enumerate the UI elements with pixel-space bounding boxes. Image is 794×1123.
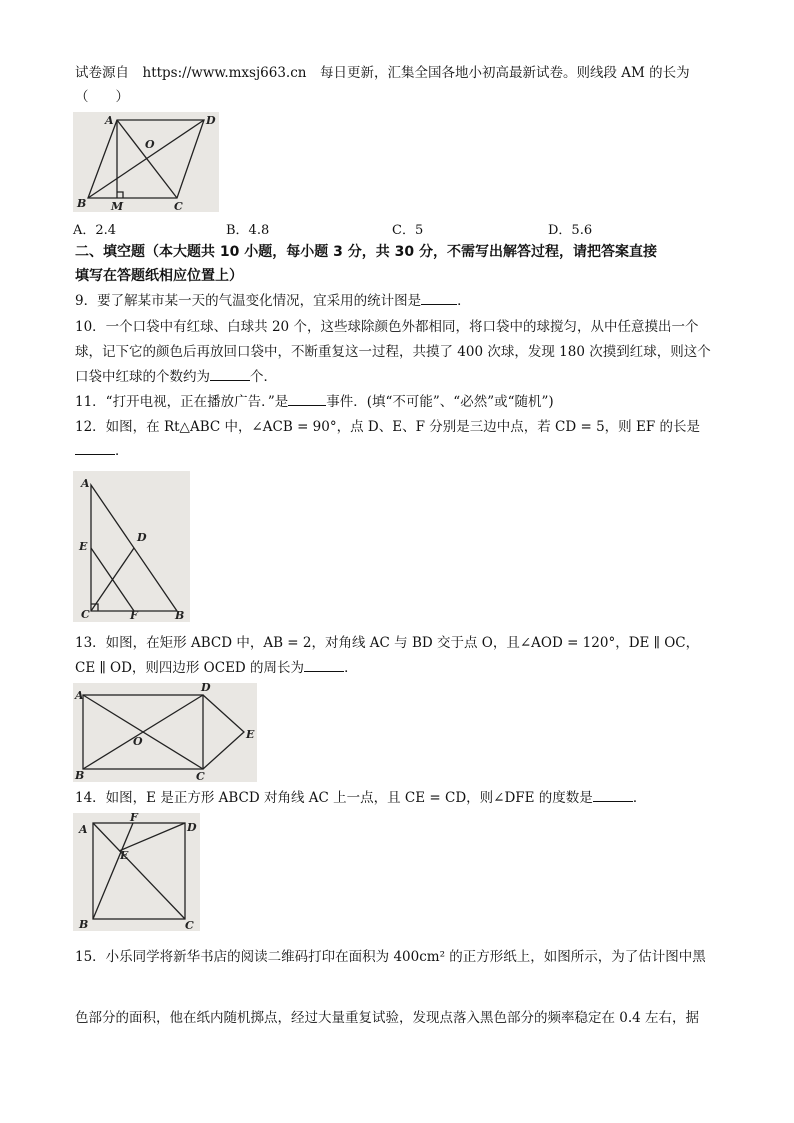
q8-label-b: B — [77, 197, 87, 210]
q12-label-f: F — [130, 609, 138, 622]
q12-figure — [73, 471, 190, 622]
q10-blank — [210, 368, 250, 381]
section-title-line-2: 填写在答题纸相应位置上） — [75, 268, 243, 284]
q8-label-o: O — [145, 138, 155, 151]
q13-label-d: D — [201, 683, 211, 694]
q8-option-a: A．2.4 — [73, 223, 117, 238]
q13-label-o: O — [133, 735, 143, 748]
q8-label-c: C — [174, 200, 183, 212]
q13-figure — [73, 683, 257, 782]
q8-label-a: A — [105, 114, 114, 127]
q12-line-1: 12．如图，在 Rt△ABC 中，∠ACB = 90°，点 D、E、F 分别是三边中点，若 CD = 5，则 EF 的长是 — [75, 419, 700, 435]
q14-label-c: C — [185, 919, 194, 931]
q12-line-2: ． — [75, 442, 129, 460]
q8-option-b: B．4.8 — [226, 223, 270, 238]
q13-label-a: A — [75, 689, 84, 702]
q12-label-e: E — [79, 540, 88, 553]
q14-blank — [593, 789, 633, 802]
q14-label-a: A — [79, 823, 88, 836]
q8-label-d: D — [206, 114, 216, 127]
section-title-line-1: 二、填空题（本大题共 10 小题，每小题 3 分，共 30 分，不需写出解答过程，请把答案直接 — [75, 244, 657, 260]
q9-text: 9．要了解某市某一天的气温变化情况，宜采用的统计图是 ． — [75, 293, 471, 309]
q13-line-1: 13．如图，在矩形 ABCD 中，AB = 2，对角线 AC 与 BD 交于点 O，且∠AOD = 120°，DE ∥ OC， — [75, 635, 700, 651]
q13-label-e: E — [246, 728, 255, 741]
q14-label-b: B — [79, 918, 89, 931]
q11-text: 11．“打开电视，正在播放广告．”是 事件．(填“不可能”、“必然”或“随机”) — [75, 394, 554, 410]
q12-label-b: B — [175, 609, 185, 622]
q13-blank — [304, 659, 344, 672]
q13-label-c: C — [196, 770, 205, 782]
q8-label-m: M — [111, 200, 124, 212]
q8-figure — [73, 112, 219, 212]
q10-line-2: 球，记下它的颜色后再放回口袋中，不断重复这一过程，共摸了 400 次球，发现 180 次摸到红球，则这个 — [75, 344, 711, 360]
q15-line-2: 色部分的面积，他在纸内随机掷点，经过大量重复试验，发现点落入黑色部分的频率稳定在 0.4 左右，据 — [75, 1010, 700, 1026]
q10-line-1: 10．一个口袋中有红球、白球共 20 个，这些球除颜色外都相同，将口袋中的球搅匀，从中任意摸出一个 — [75, 319, 699, 335]
q14-label-d: D — [187, 821, 197, 834]
q10-line-3: 口袋中红球的个数约为 个． — [75, 369, 277, 385]
q15-line-1: 15．小乐同学将新华书店的阅读二维码打印在面积为 400cm² 的正方形纸上，如图所示，为了估计图中黑 — [75, 949, 706, 965]
q13-line-2: CE ∥ OD，则四边形 OCED 的周长为 ． — [75, 660, 358, 676]
q8-option-c: C．5 — [392, 223, 424, 238]
q14-label-e: E — [120, 849, 129, 862]
q12-blank — [75, 442, 115, 455]
q9-blank — [421, 292, 457, 305]
q14-label-f: F — [130, 813, 138, 824]
q14-line-1: 14．如图，E 是正方形 ABCD 对角线 AC 上一点，且 CE = CD，则∠DFE 的度数是 ． — [75, 790, 647, 806]
header-line-1: 试卷源自 https://www.mxsj663.cn 每日更新，汇集全国各地小初高最新试卷。则线段 AM 的长为 — [75, 65, 690, 81]
q8-option-d: D．5.6 — [548, 223, 593, 238]
q14-figure — [73, 813, 200, 931]
q11-blank — [288, 393, 326, 406]
q12-label-c: C — [81, 608, 90, 621]
header-line-2: （ ） — [75, 89, 129, 105]
q12-label-d: D — [137, 531, 147, 544]
q13-label-b: B — [75, 769, 85, 782]
q12-label-a: A — [81, 477, 90, 490]
